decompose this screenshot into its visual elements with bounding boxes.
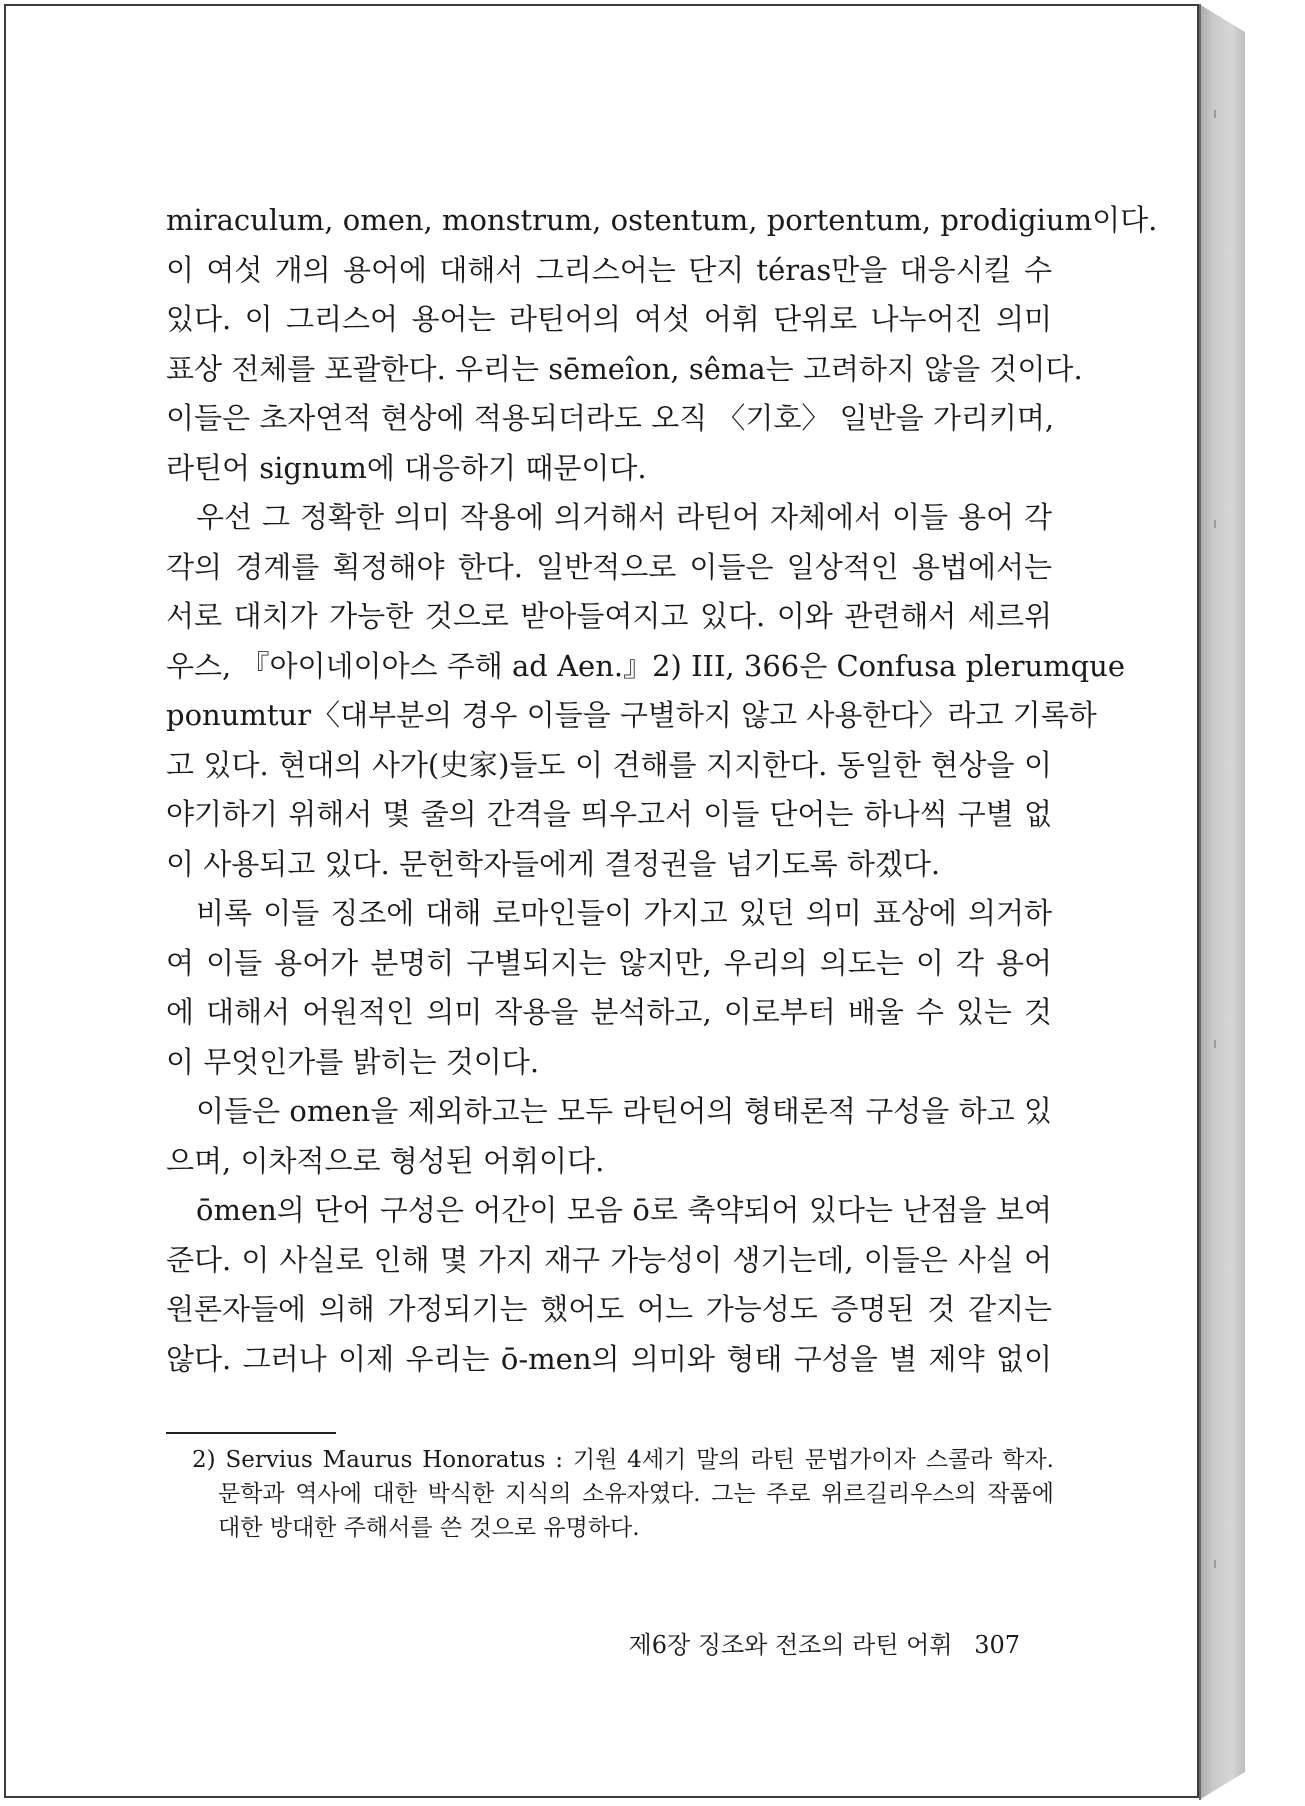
- footnote-rule: [166, 1432, 336, 1434]
- footnote-line: 문학과 역사에 대한 박식한 지식의 소유자였다. 그는 주로 위르길리우스의 작품에: [218, 1481, 1054, 1507]
- chapter-title: 제6장 징조와 전조의 라틴 어휘: [628, 1631, 953, 1659]
- footnote: [192, 1443, 1054, 1545]
- text-line: 이들은 초자연적 현상에 적용되더라도 오직 〈기호〉 일반을 가리키며,: [166, 401, 1055, 435]
- body-text: [166, 196, 1158, 1384]
- text-line: 준다. 이 사실로 인해 몇 가지 재구 가능성이 생기는데, 이들은 사실 어: [166, 1242, 1052, 1277]
- text-line: 원론자들에 의해 가정되기는 했어도 어느 가능성도 증명된 것 같지는: [166, 1292, 1052, 1326]
- edge-tick: [1214, 520, 1216, 528]
- text-line: 서로 대치가 가능한 것으로 받아들여지고 있다. 이와 관련해서 세르위: [166, 599, 1052, 633]
- running-footer: [620, 1625, 1020, 1660]
- text-line: 에 대해서 어원적인 의미 작용을 분석하고, 이로부터 배울 수 있는 것: [166, 995, 1052, 1029]
- page-edge-line: [1199, 4, 1201, 1800]
- text-line: ōmen의 단어 구성은 어간이 모음 ō로 축약되어 있다는 난점을 보여: [196, 1193, 1052, 1227]
- text-line: 고 있다. 현대의 사가(史家)들도 이 견해를 지지한다. 동일한 현상을 이: [166, 747, 1052, 782]
- text-line: 우스, 『아이네이아스 주해 ad Aen.』2) III, 366은 Confusa plerumque: [166, 648, 1126, 683]
- footnote-line: 2) Servius Maurus Honoratus : 기원 4세기 말의 라틴 문법가이자 스콜라 학자.: [192, 1447, 1054, 1473]
- text-line: 비록 이들 징조에 대해 로마인들이 가지고 있던 의미 표상에 의거하: [196, 896, 1052, 930]
- text-line: 않다. 그러나 이제 우리는 ō-men의 의미와 형태 구성을 별 제약 없이: [166, 1341, 1052, 1376]
- text-line: 여 이들 용어가 분명히 구별되지는 않지만, 우리의 의도는 이 각 용어: [166, 945, 1052, 980]
- page-edge: [1199, 4, 1245, 1800]
- text-line: 라틴어 signum에 대응하기 때문이다.: [166, 450, 647, 485]
- edge-tick: [1214, 1040, 1216, 1048]
- edge-tick: [1214, 1560, 1216, 1568]
- text-line: 표상 전체를 포괄한다. 우리는 sēmeîon, sêma는 고려하지 않을 것이다.: [166, 351, 1083, 386]
- footnote-line: 대한 방대한 주해서를 쓴 것으로 유명하다.: [218, 1515, 640, 1541]
- edge-tick: [1214, 110, 1216, 118]
- text-line: 각의 경계를 획정해야 한다. 일반적으로 이들은 일상적인 용법에서는: [166, 549, 1052, 584]
- page-number: 307: [974, 1631, 1020, 1659]
- text-line: 이들은 omen을 제외하고는 모두 라틴어의 형태론적 구성을 하고 있: [196, 1094, 1052, 1128]
- text-line: miraculum, omen, monstrum, ostentum, portentum, prodigium이다.: [166, 203, 1158, 237]
- text-line: 야기하기 위해서 몇 줄의 간격을 띄우고서 이들 단어는 하나씩 구별 없: [166, 797, 1052, 831]
- text-line: ponumtur〈대부분의 경우 이들을 구별하지 않고 사용한다〉라고 기록하: [166, 698, 1097, 732]
- text-line: 이 무엇인가를 밝히는 것이다.: [166, 1044, 540, 1079]
- text-line: 으며, 이차적으로 형성된 어휘이다.: [166, 1143, 605, 1178]
- text-line: 우선 그 정확한 의미 작용에 의거해서 라틴어 자체에서 이들 용어 각: [196, 500, 1052, 534]
- text-line: 있다. 이 그리스어 용어는 라틴어의 여섯 어휘 단위로 나누어진 의미: [166, 302, 1052, 336]
- text-line: 이 여섯 개의 용어에 대해서 그리스어는 단지 téras만을 대응시킬 수: [166, 252, 1052, 287]
- text-line: 이 사용되고 있다. 문헌학자들에게 결정권을 넘기도록 하겠다.: [166, 846, 941, 881]
